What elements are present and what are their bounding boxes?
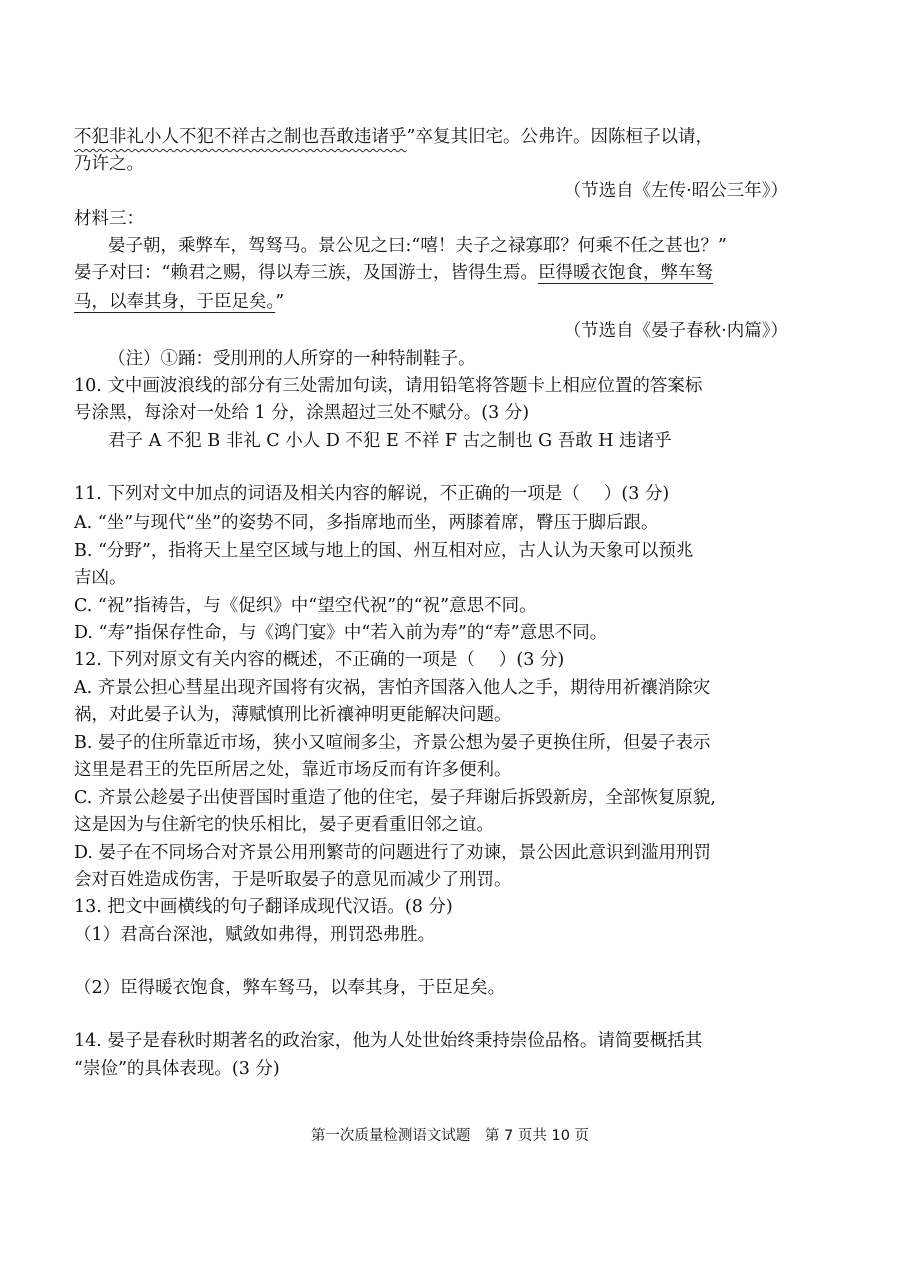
option-b: B. “分野”，指将天上星空区域与地上的国、州互相对应，古人认为天象可以预兆 — [74, 541, 694, 561]
line-text: ）(3 分) — [498, 650, 565, 670]
line-text: 12. 下列对原文有关内容的概述，不正确的一项是（ — [74, 650, 475, 670]
question-12 — [74, 647, 834, 673]
option-a: A. 齐景公担心彗星出现齐国将有灾祸，害怕齐国落入他人之手，期待用祈禳消除灾 — [74, 678, 711, 698]
translation-item-1: （1）君高台深池，赋敛如弗得，刑罚恐弗胜。 — [74, 925, 436, 945]
line-text: ”卒复其旧宅。公弗许。因陈桓子以请， — [406, 127, 713, 147]
text-line: “崇俭”的具体表现。(3 分) — [74, 1059, 280, 1079]
line-text: ” — [275, 292, 285, 312]
line-text: 11. 下列对文中加点的词语及相关内容的解说，不正确的一项是（ — [74, 484, 580, 504]
option-d: D. 晏子在不同场合对齐景公用刑繁苛的问题进行了劝谏，景公因此意识到滥用刑罚 — [74, 843, 712, 863]
text-line: 号涂黑，每涂对一处给 1 分，涂黑超过三处不赋分。(3 分) — [74, 403, 530, 423]
line-text: 晏子对曰：“赖君之赐，得以寿三族，及国游士，皆得生焉。 — [74, 263, 538, 283]
text-line: 会对百姓造成伤害，于是听取晏子的意见而减少了刑罚。 — [74, 870, 512, 890]
underlined-sentence: 马，以奉其身，于臣足矣。 — [74, 292, 276, 312]
option-a: A. “坐”与现代“坐”的姿势不同，多指席地而坐，两膝着席，臀压于脚后跟。 — [74, 513, 659, 533]
section-heading: 材料三： — [74, 209, 144, 229]
text-line — [74, 124, 834, 150]
answer-options-line: 君子 A 不犯 B 非礼 C 小人 D 不犯 E 不祥 F 古之制也 G 吾敢 H 违诸乎 — [108, 431, 672, 451]
line-text: ）(3 分) — [603, 484, 670, 504]
question-13: 13. 把文中画横线的句子翻译成现代汉语。(8 分) — [74, 897, 453, 917]
question-10: 10. 文中画波浪线的部分有三处需加句读，请用铅笔将答题卡上相应位置的答案标 — [74, 376, 703, 396]
underlined-sentence: 臣得暖衣饱食，弊车驽 — [537, 263, 713, 283]
translation-item-2: （2）臣得暖衣饱食，弊车驽马，以奉其身，于臣足矣。 — [74, 978, 506, 998]
text-line — [74, 289, 834, 315]
option-b: B. 晏子的住所靠近市场，狭小又喧闹多尘，齐景公想为晏子更换住所，但晏子表示 — [74, 733, 711, 753]
text-line: 这是因为与住新宅的快乐相比，晏子更看重旧邻之谊。 — [74, 815, 494, 835]
source-citation: （节选自《左传·昭公三年》） — [563, 181, 788, 201]
question-11 — [74, 481, 834, 507]
text-line: 这里是君王的先臣所居之处，靠近市场反而有许多便利。 — [74, 760, 512, 780]
question-14: 14. 晏子是春秋时期著名的政治家，他为人处世始终秉持崇俭品格。请简要概括其 — [74, 1031, 703, 1051]
wavy-underlined-passage: 不犯非礼小人不犯不祥古之制也吾敢违诸乎 — [74, 127, 407, 147]
annotation-note: （注）①踊：受刖刑的人所穿的一种特制鞋子。 — [108, 349, 476, 369]
page-footer: 第一次质量检测语文试题 第 7 页共 10 页 — [310, 1128, 590, 1144]
text-line: 乃许之。 — [74, 154, 144, 174]
text-line: 晏子朝，乘弊车，驾驽马。景公见之曰:“嘻！夫子之禄寡耶？何乘不任之甚也？” — [108, 236, 727, 256]
text-line: 祸，对此晏子认为，薄赋慎刑比祈禳神明更能解决问题。 — [74, 705, 512, 725]
source-citation: （节选自《晏子春秋·内篇》） — [563, 321, 788, 341]
text-line — [74, 260, 834, 286]
option-c: C. 齐景公趁晏子出使晋国时重造了他的住宅，晏子拜谢后拆毁新房，全部恢复原貌, — [74, 788, 716, 808]
option-d: D. “寿”指保存性命，与《鸿门宴》中“若入前为寿”的“寿”意思不同。 — [74, 623, 608, 643]
option-c: C. “祝”指祷告，与《促织》中“望空代祝”的“祝”意思不同。 — [74, 596, 537, 616]
text-line: 吉凶。 — [74, 568, 127, 588]
